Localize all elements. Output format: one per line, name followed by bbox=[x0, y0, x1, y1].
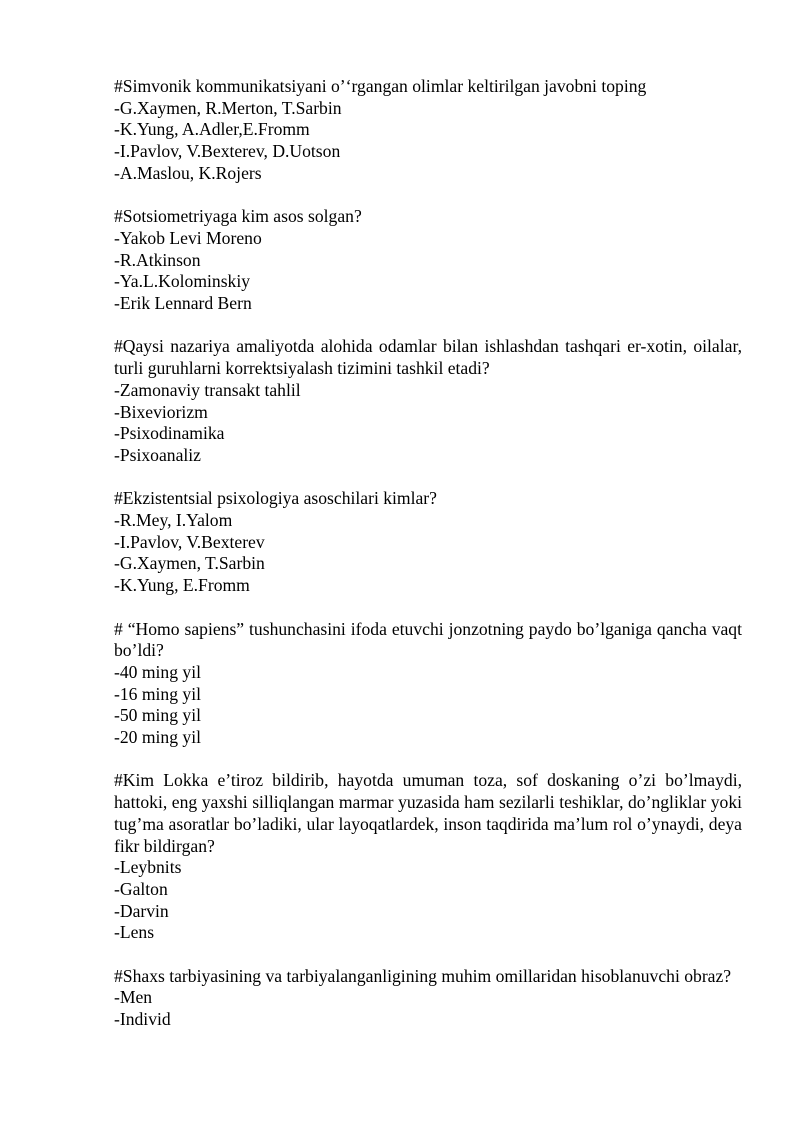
answer-option: -20 ming yil bbox=[114, 727, 201, 748]
answer-option: -40 ming yil bbox=[114, 661, 201, 682]
answer-option: -Darvin bbox=[114, 900, 169, 921]
answer-option: -Erik Lennard Bern bbox=[114, 293, 252, 314]
answer-option: -I.Pavlov, V.Bexterev bbox=[114, 531, 265, 552]
question-block bbox=[114, 770, 742, 944]
question-text: #Ekzistentsial psixologiya asoschilari kimlar? bbox=[114, 488, 437, 509]
answer-option: -K.Yung, E.Fromm bbox=[114, 575, 250, 596]
answer-option: -Men bbox=[114, 987, 153, 1008]
answer-option: -G.Xaymen, T.Sarbin bbox=[114, 553, 265, 574]
question-block bbox=[114, 336, 742, 466]
answer-option: -G.Xaymen, R.Merton, T.Sarbin bbox=[114, 97, 342, 118]
question-text: #Sotsiometriyaga kim asos solgan? bbox=[114, 206, 362, 227]
answer-option: -A.Maslou, K.Rojers bbox=[114, 162, 262, 183]
question-text: #Kim Lokka e’tiroz bildirib, hayotda umuman toza, sof doskaning o’zi bo’lmaydi, hattoki, eng yaxshi silliqlangan marmar yuzasida ham sezilarli teshiklar, do’ngliklar yoki tug’ma asoratlar bo’ladiki, ular layoqatlardek, inson taqdirida ma’lum rol o’ynaydi, deya fikr bildirgan? bbox=[114, 770, 742, 856]
document-page bbox=[114, 76, 742, 1053]
answer-option: -Galton bbox=[114, 878, 168, 899]
question-block bbox=[114, 76, 742, 185]
answer-option: -K.Yung, A.Adler,E.Fromm bbox=[114, 119, 310, 140]
answer-option: -Ya.L.Kolominskiy bbox=[114, 271, 251, 292]
question-block bbox=[114, 206, 742, 315]
question-block bbox=[114, 619, 742, 749]
answer-option: -Psixoanaliz bbox=[114, 444, 201, 465]
answer-option: -Bixeviorizm bbox=[114, 401, 208, 422]
answer-option: -50 ming yil bbox=[114, 705, 201, 726]
answer-option: -Psixodinamika bbox=[114, 423, 225, 444]
question-block bbox=[114, 488, 742, 597]
answer-option: -16 ming yil bbox=[114, 683, 201, 704]
answer-option: -Yakob Levi Moreno bbox=[114, 227, 262, 248]
answer-option: -Individ bbox=[114, 1009, 171, 1030]
answer-option: -R.Mey, I.Yalom bbox=[114, 510, 233, 531]
answer-option: -R.Atkinson bbox=[114, 249, 201, 270]
answer-option: -Lens bbox=[114, 922, 155, 943]
question-block bbox=[114, 966, 742, 1031]
question-text: #Simvonik kommunikatsiyani o’‘rgangan olimlar keltirilgan javobni toping bbox=[114, 76, 647, 96]
answer-option: -Zamonaviy transakt tahlil bbox=[114, 379, 301, 400]
question-text: #Qaysi nazariya amaliyotda alohida odamlar bilan ishlashdan tashqari er-xotin, oilalar, turli guruhlarni korrektsiyalash tizimini tashkil etadi? bbox=[114, 336, 742, 379]
answer-option: -Leybnits bbox=[114, 857, 182, 878]
question-text: # “Homo sapiens” tushunchasini ifoda etuvchi jonzotning paydo bo’lganiga qancha vaqt bo’ldi? bbox=[114, 618, 742, 661]
question-text: #Shaxs tarbiyasining va tarbiyalanganligining muhim omillaridan hisoblanuvchi obraz? bbox=[114, 965, 732, 986]
answer-option: -I.Pavlov, V.Bexterev, D.Uotson bbox=[114, 141, 341, 162]
